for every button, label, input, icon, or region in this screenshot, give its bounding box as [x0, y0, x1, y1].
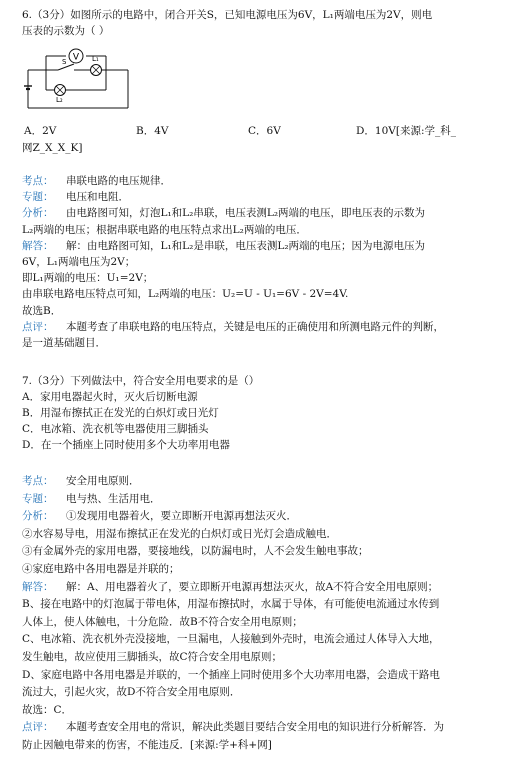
q7-analysis-tag: 专题： — [22, 492, 54, 505]
q6-analysis-line — [22, 304, 61, 318]
q7-analysis-text: 人体上，使人体触电，十分危险．故B不符合安全用电原则； — [22, 615, 303, 628]
q7-analysis-line — [22, 738, 272, 752]
q7-analysis-text: 防止因触电带来的伤害，不能违反．[来源:学+科+网] — [22, 739, 272, 751]
q6-option-d-cont: 网Z_X_X_K] — [22, 142, 83, 154]
q6-analysis-line — [22, 271, 153, 285]
q7-analysis-line — [22, 597, 439, 611]
q7-analysis-line — [22, 632, 440, 646]
q7-analysis-line — [22, 703, 72, 717]
q7-analysis-text: ④家庭电路中各用电器是并联的； — [22, 563, 180, 575]
q7-stem: 7.（3分）下列做法中，符合安全用电要求的是（） — [22, 375, 260, 387]
q7-analysis-text: 流过大，引起火灾，故D不符合安全用电原则． — [22, 686, 241, 699]
q7-analysis-tag: 解答： — [22, 580, 54, 593]
q6-option-d: D．10V[来源:学_科_ — [356, 125, 456, 137]
q7-analysis-text: 故选：C． — [22, 703, 73, 716]
q6-option-b: B．4V — [136, 125, 169, 137]
q7-analysis-text: ②水容易导电，用湿布擦拭正在发光的白炽灯或日光灯会造成触电． — [22, 527, 337, 540]
q7-analysis-line — [22, 615, 303, 629]
q6-analysis-line — [22, 287, 348, 301]
q6-analysis-text: 串联电路的电压规律． — [66, 175, 171, 187]
q7-analysis-text: 发生触电，故应使用三脚插头，故C符合安全用电原则； — [22, 651, 283, 663]
q7-analysis-text: ③有金属外壳的家用电器，要接地线，以防漏电时，人不会发生触电事故； — [22, 545, 369, 558]
q6-analysis-line — [22, 336, 106, 350]
q6-analysis-line — [22, 255, 135, 269]
q6-analysis-text: 电压和电阻． — [66, 191, 129, 204]
q7-analysis-text: 电与热、生活用电． — [66, 492, 161, 505]
circuit-diagram — [24, 46, 130, 114]
q6-analysis-line — [22, 223, 307, 237]
q6-analysis-tag: 专题： — [22, 191, 54, 204]
q7-analysis-text: B、接在电路中的灯泡属于带电体，用湿布擦拭时，水属于导体，有可能使电流通过水传到 — [22, 598, 440, 611]
q7-analysis-line — [22, 492, 161, 506]
q7-analysis-text: 本题考查安全用电的常识，解决此类题目要结合安全用电的知识进行分析解答．为 — [66, 721, 444, 734]
q7-analysis-text: D、家庭电路中各用电器是并联的，一个插座上同时使用多个大功率用电器，会造成干路电 — [22, 668, 440, 681]
q6-analysis-text: 本题考查了串联电路的电压特点，关键是电压的正确使用和所测电路元件的判断， — [66, 320, 444, 333]
q6-analysis-tag: 点评： — [22, 320, 54, 333]
q7-option-a: A．家用电器起火时，灭火后切断电源 — [22, 391, 198, 403]
q6-analysis-text: 6V，L₁两端电压为2V； — [22, 256, 136, 268]
q6-analysis-line — [22, 239, 425, 253]
q7-analysis-line — [22, 562, 180, 576]
q6-analysis-text: 由电路图可知，灯泡L₁和L₂串联，电压表测L₂两端的电压，即电压表的示数为 — [66, 207, 426, 220]
q7-analysis-text: 解：A、用电器着火了，要立即断开电源再想法灭火，故A不符合安全用电原则； — [66, 580, 439, 593]
q7-analysis-line — [22, 474, 140, 488]
q7-option-d: D．在一个插座上同时使用多个大功率用电器 — [22, 439, 230, 451]
voltmeter-label: V — [72, 52, 80, 63]
q7-analysis-tag: 考点： — [22, 475, 54, 487]
q6-analysis-text: L₂两端的电压；根据串联电路的电压特点求出L₂两端的电压． — [22, 223, 307, 236]
q7-analysis-line — [22, 650, 282, 664]
q6-analysis-text: 由串联电路电压特点可知，L₂两端的电压：U₂=U - U₁=6V - 2V=4V. — [22, 288, 349, 301]
q7-analysis-line — [22, 668, 440, 682]
q7-analysis-text: 安全用电原则． — [66, 475, 140, 487]
q7-option-b: B．用湿布擦拭正在发光的白炽灯或日光灯 — [22, 407, 219, 419]
q6-option-c: C．6V — [248, 125, 281, 137]
q6-analysis-text: 是一道基础题目． — [22, 337, 106, 349]
q7-analysis-tag: 点评： — [22, 721, 54, 734]
q6-analysis-tag: 分析： — [22, 207, 54, 220]
q7-analysis-text: ①发现用电器着火，要立即断开电源再想法灭火． — [66, 510, 297, 523]
q6-option-a: A．2V — [24, 125, 57, 137]
q6-stem-line2: 压表的示数为（ ） — [22, 25, 110, 37]
q7-analysis-line — [22, 580, 438, 594]
q6-stem-line1: 6.（3分）如图所示的电路中，闭合开关S，已知电源电压为6V，L₁两端电压为2V，则电 — [22, 9, 433, 21]
q6-analysis-line — [22, 206, 425, 220]
q7-analysis-line — [22, 685, 240, 699]
q6-analysis-text: 故选B． — [22, 304, 62, 317]
lamp1-label: L₁ — [92, 55, 99, 63]
q6-analysis-tag: 考点： — [22, 175, 54, 187]
q6-analysis-line — [22, 174, 171, 188]
q7-analysis-line — [22, 544, 369, 558]
lamp2-label: L₂ — [56, 96, 63, 104]
q6-analysis-line — [22, 190, 129, 204]
q7-analysis-text: C、电冰箱、洗衣机外壳没接地，一旦漏电，人接触到外壳时，电流会通过人体导入大地， — [22, 633, 440, 646]
q7-analysis-line — [22, 720, 444, 734]
q7-analysis-tag: 分析： — [22, 510, 54, 523]
q6-analysis-tag: 解答： — [22, 239, 54, 252]
q6-analysis-text: 解：由电路图可知，L₁和L₂是串联，电压表测L₂两端的电压；因为电源电压为 — [66, 239, 426, 252]
q7-analysis-line — [22, 527, 337, 541]
switch-label: S — [62, 58, 67, 66]
q6-analysis-text: 即L₁两端的电压：U₁=2V； — [22, 272, 154, 285]
q7-option-c: C．电冰箱、洗衣机等电器使用三脚插头 — [22, 423, 209, 435]
q6-analysis-line — [22, 320, 444, 334]
q7-analysis-line — [22, 509, 297, 523]
